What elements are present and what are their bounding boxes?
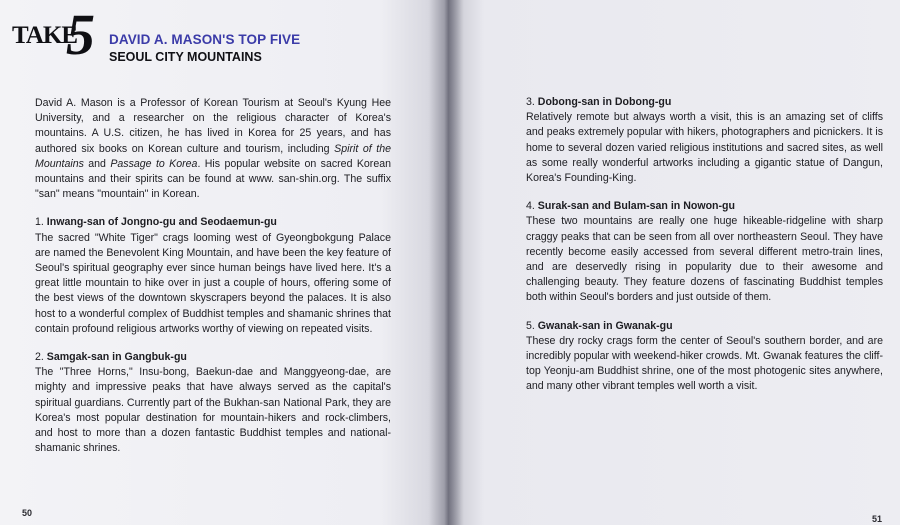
item-body: These two mountains are really one huge hikeable-ridgeline with sharp craggy peaks that can be seen from all over northeastern Seoul. They have recently become easily accessed from several different metro-train lines, and are deservedly rising in popularity due to their awesome and challenging beauty. They feature dozens of fascinating Buddhist temples both within Seoul's borders and just outside of them.: [526, 215, 883, 304]
item-title: Inwang-san of Jongno-gu and Seodaemun-gu: [46, 216, 277, 229]
list-item: [526, 199, 883, 305]
left-page: [0, 0, 448, 525]
page-heading: DAVID A. MASON'S TOP FIVE: [109, 32, 301, 47]
right-page: [448, 0, 900, 525]
take-word: TAKE: [12, 22, 77, 49]
page-subheading: SEOUL CITY MOUNTAINS: [109, 50, 262, 64]
item-number: 2.: [35, 351, 44, 364]
item-number: 4.: [526, 200, 535, 213]
item-body: Relatively remote but always worth a visit, this is an amazing set of cliffs and peaks extremely popular with hikers, photographers and picnickers. It is home to several dozen varied religious institutions and sacred sites, as well as some really wonderful artworks including a gigantic statue of Dangun, Korea's Founding-King.: [526, 111, 883, 185]
item-title: Samgak-san in Gangbuk-gu: [46, 351, 187, 364]
item-number: 3.: [526, 96, 535, 108]
item-number: 5.: [526, 319, 535, 332]
list-item: [526, 319, 883, 395]
item-title: Gwanak-san in Gwanak-gu: [537, 319, 673, 332]
list-item: [526, 95, 883, 186]
list-item: [35, 215, 391, 337]
take5-logo: [12, 2, 112, 68]
take-number: 5: [66, 2, 95, 67]
item-body: The "Three Horns," Insu-bong, Baekun-dae and Manggyeong-dae, are mighty and impressive peaks that have always served as the capital's spiritual guardians. Currently part of the Bukhan-san National Park, they are Korea's most popular destination for mountain-hikers and rock-climbers, and host to more than a dozen fantastic Buddhist temples and national-shamanic shrines.: [35, 366, 391, 455]
left-text-column: [35, 96, 391, 469]
right-text-column: [526, 95, 883, 408]
book-gutter: [428, 0, 464, 525]
item-number: 1.: [35, 216, 44, 229]
page-number: 50: [22, 508, 33, 518]
book-title: Passage to Korea: [110, 157, 198, 170]
list-item: [35, 350, 391, 456]
item-body: The sacred "White Tiger" crags looming west of Gyeongbokgung Palace are named the Benevolent King Mountain, and have been the key feature of Seoul's spiritual geography ever since human beings have lived here. It's a great little mountain to hike over in just a couple of hours, offering some of the best views of the downtown skyscrapers beyond the palaces. It is also host to a wonderful complex of Buddhist temples and shamanic shrines that contain profound religious artworks worthy of viewing on repeated visits.: [35, 231, 391, 335]
item-title: Surak-san and Bulam-san in Nowon-gu: [537, 200, 735, 213]
item-body: These dry rocky crags form the center of Seoul's southern border, and are incredibly popular with weekend-hiker crowds. Mt. Gwanak features the cliff-top Yeonju-am Buddhist shrine, one of the most photogenic sites anywhere, and many other vibrant temples well worth a visit.: [526, 334, 883, 393]
page-number: 51: [872, 514, 883, 524]
book-title: Spirit of the Mountains: [35, 142, 391, 170]
item-title: Dobong-san in Dobong-gu: [537, 96, 672, 108]
intro-paragraph: David A. Mason is a Professor of Korean Tourism at Seoul's Kyung Hee University, and a researcher on the religious character of Korea's mountains. A U.S. citizen, he has lived in Korea for 25 years, and has authored six books on Korean culture and tourism, including Spirit of the Mountains and Passage to Korea. His popular website on sacred Korean mountains and their spirits can be found at www. san-shin.org. The suffix "san" means "mountain" in Korean.: [35, 97, 392, 201]
